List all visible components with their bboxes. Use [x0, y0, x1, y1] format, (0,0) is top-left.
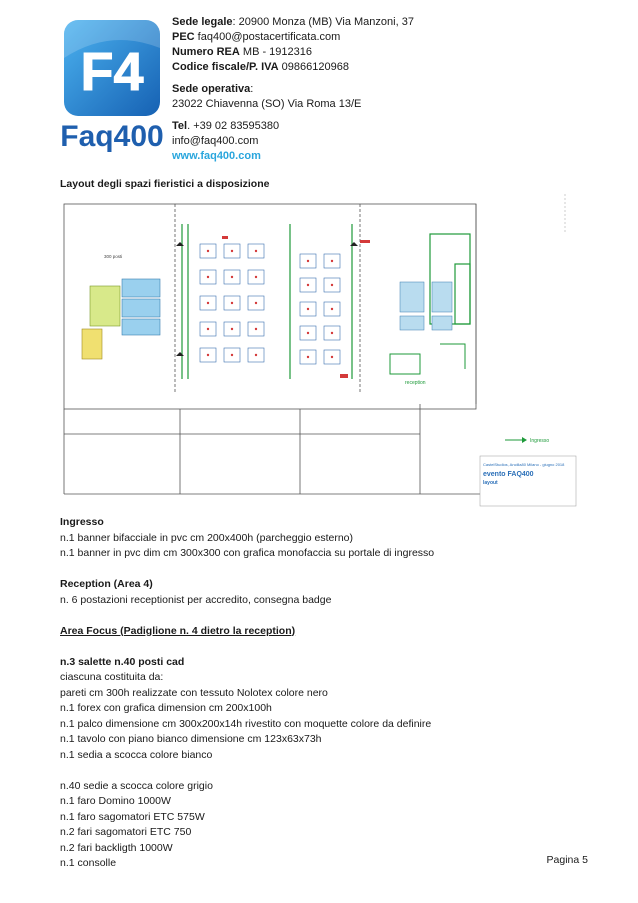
operational-office-label: Sede operativa: [172, 83, 254, 95]
reception-heading: Reception (Area 4) [60, 578, 153, 590]
seats-label: 300 posti [104, 254, 123, 259]
company-logo [60, 18, 168, 158]
phone-line: Tel. +39 02 83595380 [172, 120, 280, 132]
title-block-event: evento FAQ400 [483, 471, 534, 478]
title-block-layout: layout [483, 480, 498, 486]
operational-address: 23022 Chiavenna (SO) Via Roma 13/E [172, 98, 362, 110]
spec-line: n.1 sedia a scocca colore bianco [60, 748, 213, 761]
spec-line: n.1 palco dimensione cm 300x200x14h rivestito con moquette colore da definire [60, 717, 432, 730]
equipment-line: n.1 consolle [60, 857, 117, 869]
equipment-line: n.2 fari backligth 1000W [60, 841, 173, 854]
spec-line: n.1 tavolo con piano bianco dimensione cm 123x63x73h [60, 733, 322, 745]
section-title: Layout degli spazi fieristici a disposizione [60, 178, 270, 190]
website-link[interactable]: www.faq400.com [172, 150, 261, 162]
page-number: Pagina 5 [546, 854, 588, 866]
tax-code-line: Codice fiscale/P. IVA 09866120968 [172, 61, 349, 73]
spec-line: pareti cm 300h realizzate con tessuto Nolotex colore nero [60, 686, 328, 699]
legal-address-line: Sede legale: 20900 Monza (MB) Via Manzoni, 37 [172, 16, 414, 28]
equipment-line: n.1 faro sagomatori ETC 575W [60, 810, 205, 823]
equipment-line: n.1 faro Domino 1000W [60, 795, 171, 807]
ingresso-item: n.1 banner bifacciale in pvc cm 200x400h (parcheggio esterno) [60, 531, 354, 544]
svg-text:F4: F4 [80, 42, 144, 102]
ingresso-item: n.1 banner in pvc dim cm 300x300 con grafica monofaccia su portale di ingresso [60, 547, 435, 559]
title-block-venue: CastelStudios, Ancilla80 Milano - giugno 2018 [483, 462, 565, 467]
spec-line: n.1 forex con grafica dimension cm 200x100h [60, 702, 272, 714]
rea-line: Numero REA MB - 1912316 [172, 46, 312, 58]
email-line[interactable]: info@faq400.com [172, 135, 259, 147]
spec-line: ciascuna costituita da: [60, 671, 164, 683]
pec-line: PEC faq400@postacertificata.com [172, 31, 341, 43]
floorplan-image [60, 194, 580, 510]
ingresso-label: Ingresso [530, 438, 550, 444]
ingresso-heading: Ingresso [60, 516, 104, 528]
reception-item: n. 6 postazioni receptionist per accredito, consegna badge [60, 593, 332, 606]
salette-heading: n.3 salette n.40 posti cad [60, 655, 185, 668]
equipment-line: n.40 sedie a scocca colore grigio [60, 779, 213, 792]
document-body [60, 515, 600, 872]
focus-heading: Area Focus (Padiglione n. 4 dietro la reception) [60, 624, 296, 637]
company-header [172, 15, 414, 164]
reception-label: reception [405, 380, 426, 386]
svg-text:Faq400: Faq400 [60, 120, 164, 153]
equipment-line: n.2 fari sagomatori ETC 750 [60, 826, 192, 838]
